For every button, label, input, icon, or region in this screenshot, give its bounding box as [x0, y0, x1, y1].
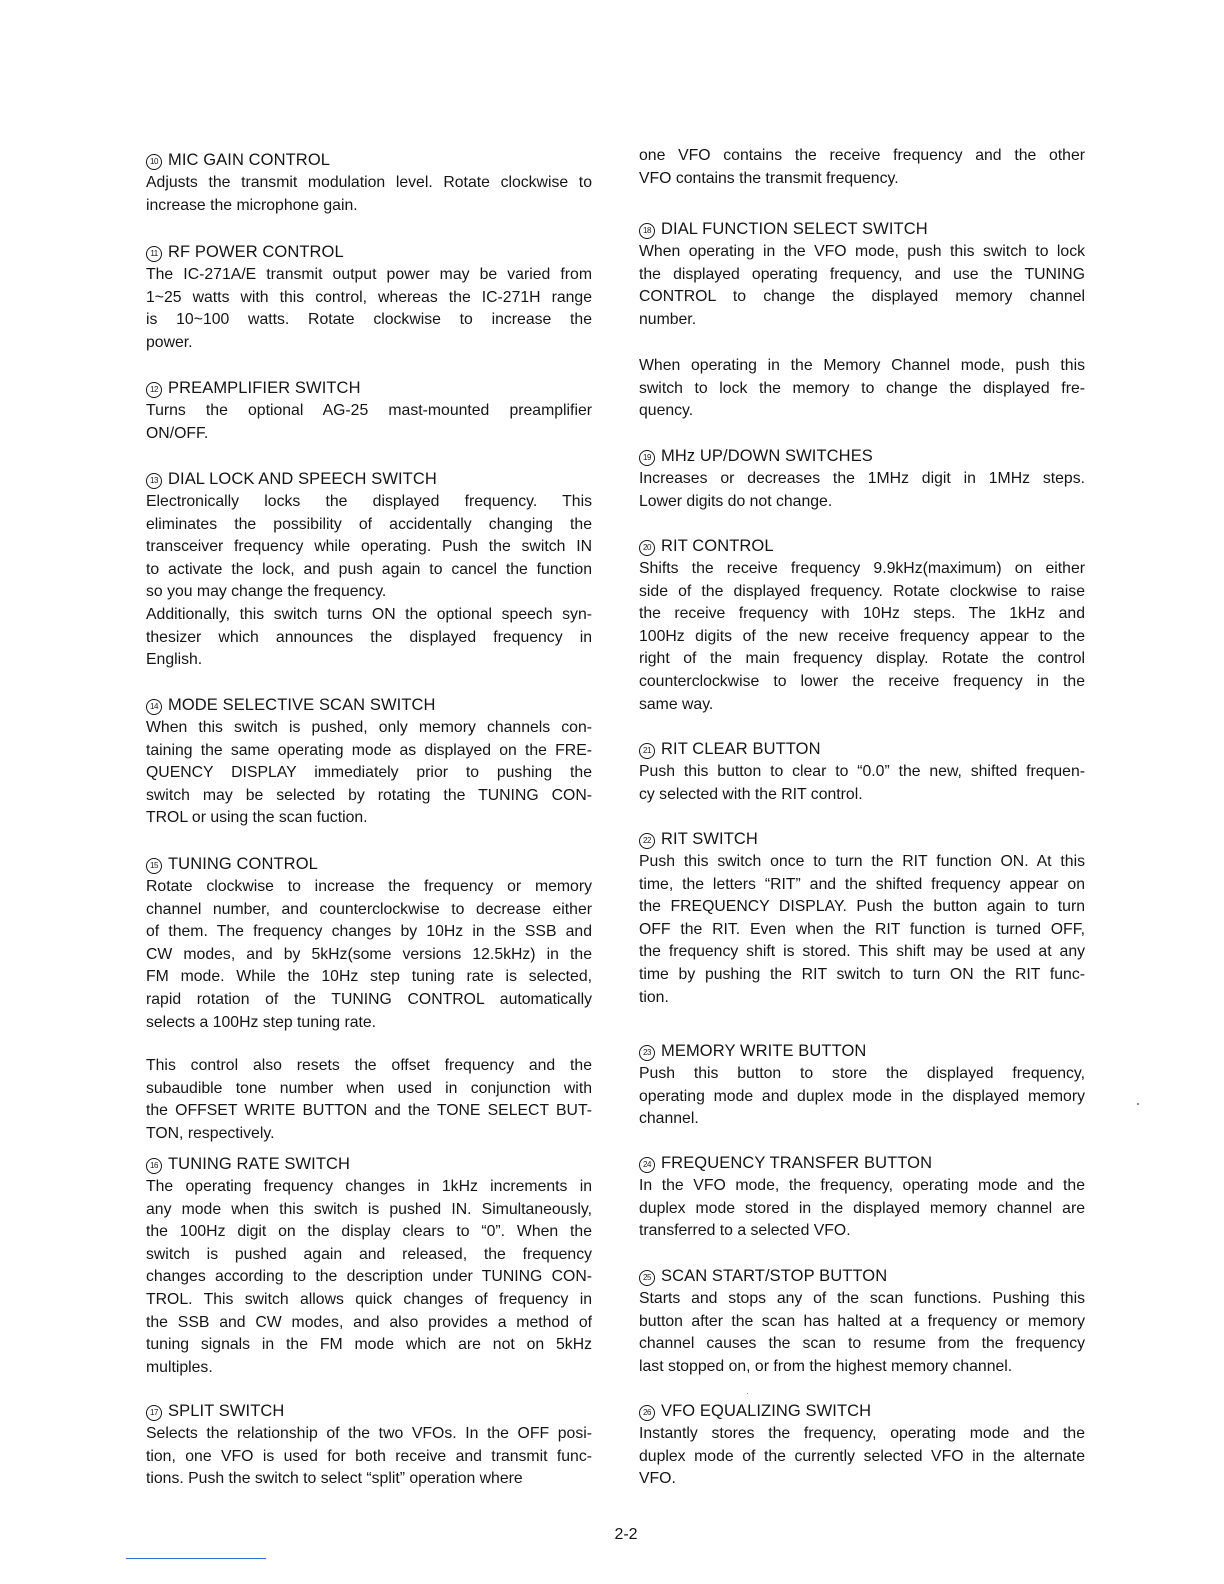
- paragraph: [146, 491, 592, 604]
- section-body: [639, 558, 1085, 716]
- section-body: [146, 717, 592, 830]
- section-continuation: [639, 355, 1085, 423]
- paragraph: [146, 1055, 592, 1145]
- text-line: Selects the relationship of the two VFOs. In the OFF posi-: [146, 1425, 592, 1442]
- section-item-21: [639, 738, 1085, 806]
- section-body: [146, 264, 592, 354]
- text-line: thesizer which announces the displayed frequency in: [146, 628, 592, 646]
- section-body: [146, 172, 592, 217]
- text-line: the receive frequency with 10Hz steps. The 1kHz and: [639, 605, 1085, 623]
- section-heading: [639, 218, 1085, 241]
- paragraph: [639, 1063, 1085, 1131]
- text-line: VFO contains the transmit frequency.: [639, 169, 899, 187]
- item-number-badge: 17: [146, 1405, 162, 1421]
- section-heading: [639, 445, 1085, 468]
- text-line: any mode when this switch is pushed IN. Simultaneously,: [146, 1200, 592, 1218]
- text-line: Push this switch once to turn the RIT function ON. At this: [639, 853, 1085, 870]
- scan-speck: [1137, 1103, 1139, 1105]
- text-line: tuning signals in the FM mode which are not on 5kHz: [146, 1336, 592, 1354]
- section-body: [639, 1175, 1085, 1243]
- item-number-badge: 10: [146, 154, 162, 170]
- section-title: MIC GAIN CONTROL: [168, 151, 331, 169]
- text-line: switch to lock the memory to change the displayed fre-: [639, 379, 1085, 397]
- text-line: Push this button to clear to “0.0” the new, shifted frequen-: [639, 763, 1085, 780]
- text-line: switch is pushed again and released, the frequency: [146, 1245, 592, 1263]
- section-heading: [146, 1400, 592, 1423]
- paragraph: [639, 1423, 1085, 1491]
- text-line: FM mode. While the 10Hz step tuning rate is selected,: [146, 968, 592, 986]
- text-line: OFF the RIT. Even when the RIT function is turned OFF,: [639, 920, 1085, 938]
- text-line: Rotate clockwise to increase the frequency or memory: [146, 878, 592, 895]
- section-item-17: [146, 1400, 592, 1491]
- text-line: one VFO contains the receive frequency and the other: [639, 147, 1085, 164]
- paragraph: [639, 145, 1085, 190]
- text-line: number.: [639, 310, 697, 328]
- text-line: QUENCY DISPLAY immediately prior to pushing the: [146, 764, 592, 782]
- text-line: CW modes, and by 5kHz(some versions 12.5kHz) in the: [146, 945, 592, 963]
- section-title: PREAMPLIFIER SWITCH: [168, 379, 361, 397]
- section-item-16: [146, 1153, 592, 1379]
- section-body: [146, 1423, 592, 1491]
- paragraph: [146, 400, 592, 445]
- item-number-badge: 11: [146, 246, 162, 262]
- text-line: switch may be selected by rotating the TUNING CON-: [146, 786, 592, 804]
- text-line: Electronically locks the displayed frequency. This: [146, 493, 592, 510]
- section-body: [639, 1423, 1085, 1491]
- text-line: quency.: [639, 402, 694, 420]
- text-line: last stopped on, or from the highest memory channel.: [639, 1357, 1013, 1375]
- item-number-badge: 19: [639, 450, 655, 466]
- section-body: [639, 355, 1085, 423]
- section-title: RF POWER CONTROL: [168, 243, 344, 261]
- paragraph: [639, 558, 1085, 716]
- text-line: multiples.: [146, 1358, 213, 1376]
- section-title: SPLIT SWITCH: [168, 1402, 285, 1420]
- text-line: When operating in the Memory Channel mode, push this: [639, 357, 1085, 374]
- section-body: [146, 400, 592, 445]
- item-number-badge: 20: [639, 540, 655, 556]
- text-line: selects a 100Hz step tuning rate.: [146, 1013, 377, 1031]
- section-title: DIAL FUNCTION SELECT SWITCH: [661, 220, 928, 238]
- text-line: duplex mode of the currently selected VFO in the alternate: [639, 1447, 1085, 1465]
- paragraph: [639, 851, 1085, 1009]
- text-line: channel causes the scan to resume from the frequency: [639, 1335, 1085, 1353]
- section-title: RIT CLEAR BUTTON: [661, 740, 821, 758]
- text-line: The IC-271A/E transmit output power may be varied from: [146, 266, 592, 283]
- text-line: Lower digits do not change.: [639, 492, 833, 510]
- section-item-26: [639, 1400, 1085, 1491]
- text-line: Push this button to store the displayed frequency,: [639, 1065, 1085, 1082]
- text-line: right of the main frequency display. Rotate the control: [639, 650, 1085, 668]
- text-line: TROL. This switch allows quick changes of frequency in: [146, 1290, 592, 1308]
- text-line: Increases or decreases the 1MHz digit in 1MHz steps.: [639, 470, 1085, 487]
- footer-rule: [126, 1558, 266, 1559]
- text-line: Starts and stops any of the scan functions. Pushing this: [639, 1290, 1085, 1307]
- section-body: [639, 1288, 1085, 1378]
- paragraph: [639, 468, 1085, 513]
- section-heading: [639, 1265, 1085, 1288]
- text-line: transceiver frequency while operating. Push the switch IN: [146, 538, 592, 556]
- section-title: TUNING CONTROL: [168, 855, 318, 873]
- text-line: English.: [146, 651, 203, 669]
- text-line: so you may change the frequency.: [146, 583, 387, 601]
- section-heading: [639, 1400, 1085, 1423]
- text-line: In the VFO mode, the frequency, operating mode and the: [639, 1177, 1085, 1194]
- paragraph: [639, 1175, 1085, 1243]
- text-line: The operating frequency changes in 1kHz increments in: [146, 1178, 592, 1195]
- text-line: 1~25 watts with this control, whereas the IC-271H range: [146, 288, 592, 306]
- text-line: When operating in the VFO mode, push this switch to lock: [639, 243, 1085, 260]
- text-line: operating mode and duplex mode in the displayed memory: [639, 1087, 1085, 1105]
- item-number-badge: 26: [639, 1405, 655, 1421]
- item-number-badge: 25: [639, 1270, 655, 1286]
- item-number-badge: 15: [146, 858, 162, 874]
- section-heading: [639, 1152, 1085, 1175]
- section-item-11: [146, 241, 592, 354]
- section-body: [146, 1055, 592, 1145]
- section-continuation: [146, 1055, 592, 1145]
- section-heading: [146, 377, 592, 400]
- section-item-15: [146, 853, 592, 1034]
- section-title: VFO EQUALIZING SWITCH: [661, 1402, 872, 1420]
- item-number-badge: 21: [639, 743, 655, 759]
- text-line: TROL or using the scan fuction.: [146, 809, 368, 827]
- paragraph: [146, 1423, 592, 1491]
- text-line: to activate the lock, and push again to cancel the function: [146, 560, 592, 578]
- section-title: FREQUENCY TRANSFER BUTTON: [661, 1154, 933, 1172]
- paragraph: [639, 241, 1085, 331]
- section-heading: [146, 149, 592, 172]
- text-line: is 10~100 watts. Rotate clockwise to increase the: [146, 311, 592, 329]
- text-line: the frequency shift is stored. This shift may be used at any: [639, 943, 1085, 961]
- text-line: tion, one VFO is used for both receive and transmit func-: [146, 1447, 592, 1465]
- section-body: [639, 241, 1085, 331]
- text-line: eliminates the possibility of accidentally changing the: [146, 515, 592, 533]
- text-line: Instantly stores the frequency, operating mode and the: [639, 1425, 1085, 1442]
- text-line: tions. Push the switch to select “split” operation where: [146, 1470, 523, 1488]
- paragraph: [146, 876, 592, 1034]
- text-line: same way.: [639, 695, 714, 713]
- item-number-badge: 22: [639, 833, 655, 849]
- text-line: channel.: [639, 1110, 699, 1128]
- text-line: time by pushing the RIT switch to turn ON the RIT func-: [639, 965, 1085, 983]
- text-line: the 100Hz digit on the display clears to “0”. When the: [146, 1223, 592, 1241]
- section-item-10: [146, 149, 592, 217]
- section-item-12: [146, 377, 592, 445]
- text-line: power.: [146, 333, 193, 351]
- section-continuation: [639, 145, 1085, 190]
- section-body: [146, 876, 592, 1034]
- section-item-14: [146, 694, 592, 830]
- text-line: tion.: [639, 988, 669, 1006]
- text-line: VFO.: [639, 1470, 676, 1488]
- text-line: Additionally, this switch turns ON the optional speech syn-: [146, 605, 592, 623]
- section-item-18: [639, 218, 1085, 331]
- section-heading: [639, 738, 1085, 761]
- text-line: CONTROL to change the displayed memory channel: [639, 288, 1085, 306]
- item-number-badge: 16: [146, 1158, 162, 1174]
- section-title: DIAL LOCK AND SPEECH SWITCH: [168, 470, 437, 488]
- section-body: [639, 145, 1085, 190]
- paragraph: [146, 1176, 592, 1379]
- text-line: ON/OFF.: [146, 424, 209, 442]
- paragraph: [146, 172, 592, 217]
- scan-speck: [747, 1393, 748, 1394]
- text-line: counterclockwise to lower the receive frequency in the: [639, 672, 1085, 690]
- paragraph: [146, 604, 592, 672]
- section-title: MHz UP/DOWN SWITCHES: [661, 447, 873, 465]
- item-number-badge: 18: [639, 223, 655, 239]
- section-heading: [146, 853, 592, 876]
- text-line: taining the same operating mode as displayed on the FRE-: [146, 741, 592, 759]
- section-heading: [146, 1153, 592, 1176]
- text-line: the OFFSET WRITE BUTTON and the TONE SELECT BUT-: [146, 1102, 592, 1120]
- text-line: transferred to a selected VFO.: [639, 1222, 851, 1240]
- text-line: TON, respectively.: [146, 1124, 275, 1142]
- text-line: channel number, and counterclockwise to decrease either: [146, 900, 592, 918]
- section-item-13: [146, 468, 592, 672]
- section-body: [146, 491, 592, 672]
- section-title: RIT CONTROL: [661, 537, 774, 555]
- text-line: Shifts the receive frequency 9.9kHz(maximum) on either: [639, 560, 1085, 577]
- section-title: SCAN START/STOP BUTTON: [661, 1267, 888, 1285]
- text-line: of them. The frequency changes by 10Hz in the SSB and: [146, 923, 592, 941]
- text-line: time, the letters “RIT” and the shifted frequency appear on: [639, 875, 1085, 893]
- text-line: changes according to the description under TUNING CON-: [146, 1268, 592, 1286]
- item-number-badge: 14: [146, 699, 162, 715]
- text-line: This control also resets the offset frequency and the: [146, 1057, 592, 1074]
- paragraph: [639, 761, 1085, 806]
- section-heading: [639, 828, 1085, 851]
- item-number-badge: 23: [639, 1045, 655, 1061]
- section-body: [146, 1176, 592, 1379]
- section-heading: [639, 1040, 1085, 1063]
- item-number-badge: 24: [639, 1157, 655, 1173]
- text-line: duplex mode stored in the displayed memory channel are: [639, 1199, 1085, 1217]
- text-line: subaudible tone number when used in conjunction with: [146, 1079, 592, 1097]
- text-line: 100Hz digits of the new receive frequency appear to the: [639, 627, 1085, 645]
- section-body: [639, 851, 1085, 1009]
- section-item-22: [639, 828, 1085, 1009]
- section-title: MODE SELECTIVE SCAN SWITCH: [168, 696, 436, 714]
- text-line: button after the scan has halted at a frequency or memory: [639, 1312, 1085, 1330]
- text-line: the displayed operating frequency, and use the TUNING: [639, 265, 1085, 283]
- text-line: cy selected with the RIT control.: [639, 785, 863, 803]
- section-item-24: [639, 1152, 1085, 1243]
- section-heading: [146, 694, 592, 717]
- item-number-badge: 12: [146, 382, 162, 398]
- section-item-23: [639, 1040, 1085, 1131]
- paragraph: [146, 717, 592, 830]
- text-line: rapid rotation of the TUNING CONTROL automatically: [146, 990, 592, 1008]
- text-line: side of the displayed frequency. Rotate clockwise to raise: [639, 582, 1085, 600]
- section-heading: [146, 468, 592, 491]
- text-line: Adjusts the transmit modulation level. Rotate clockwise to: [146, 174, 592, 191]
- paragraph: [146, 264, 592, 354]
- paragraph: [639, 1288, 1085, 1378]
- section-item-20: [639, 535, 1085, 716]
- section-heading: [639, 535, 1085, 558]
- section-title: TUNING RATE SWITCH: [168, 1155, 351, 1173]
- text-line: Turns the optional AG-25 mast-mounted preamplifier: [146, 402, 592, 419]
- section-body: [639, 1063, 1085, 1131]
- section-body: [639, 468, 1085, 513]
- section-body: [639, 761, 1085, 806]
- section-heading: [146, 241, 592, 264]
- section-item-19: [639, 445, 1085, 513]
- text-line: the FREQUENCY DISPLAY. Push the button again to turn: [639, 898, 1085, 916]
- text-line: When this switch is pushed, only memory channels con-: [146, 719, 592, 736]
- text-line: increase the microphone gain.: [146, 196, 358, 214]
- page-number: 2-2: [614, 1526, 638, 1543]
- text-line: the SSB and CW modes, and also provides a method of: [146, 1313, 592, 1331]
- item-number-badge: 13: [146, 473, 162, 489]
- section-title: MEMORY WRITE BUTTON: [661, 1042, 867, 1060]
- paragraph: [639, 355, 1085, 423]
- section-item-25: [639, 1265, 1085, 1378]
- section-title: RIT SWITCH: [661, 830, 758, 848]
